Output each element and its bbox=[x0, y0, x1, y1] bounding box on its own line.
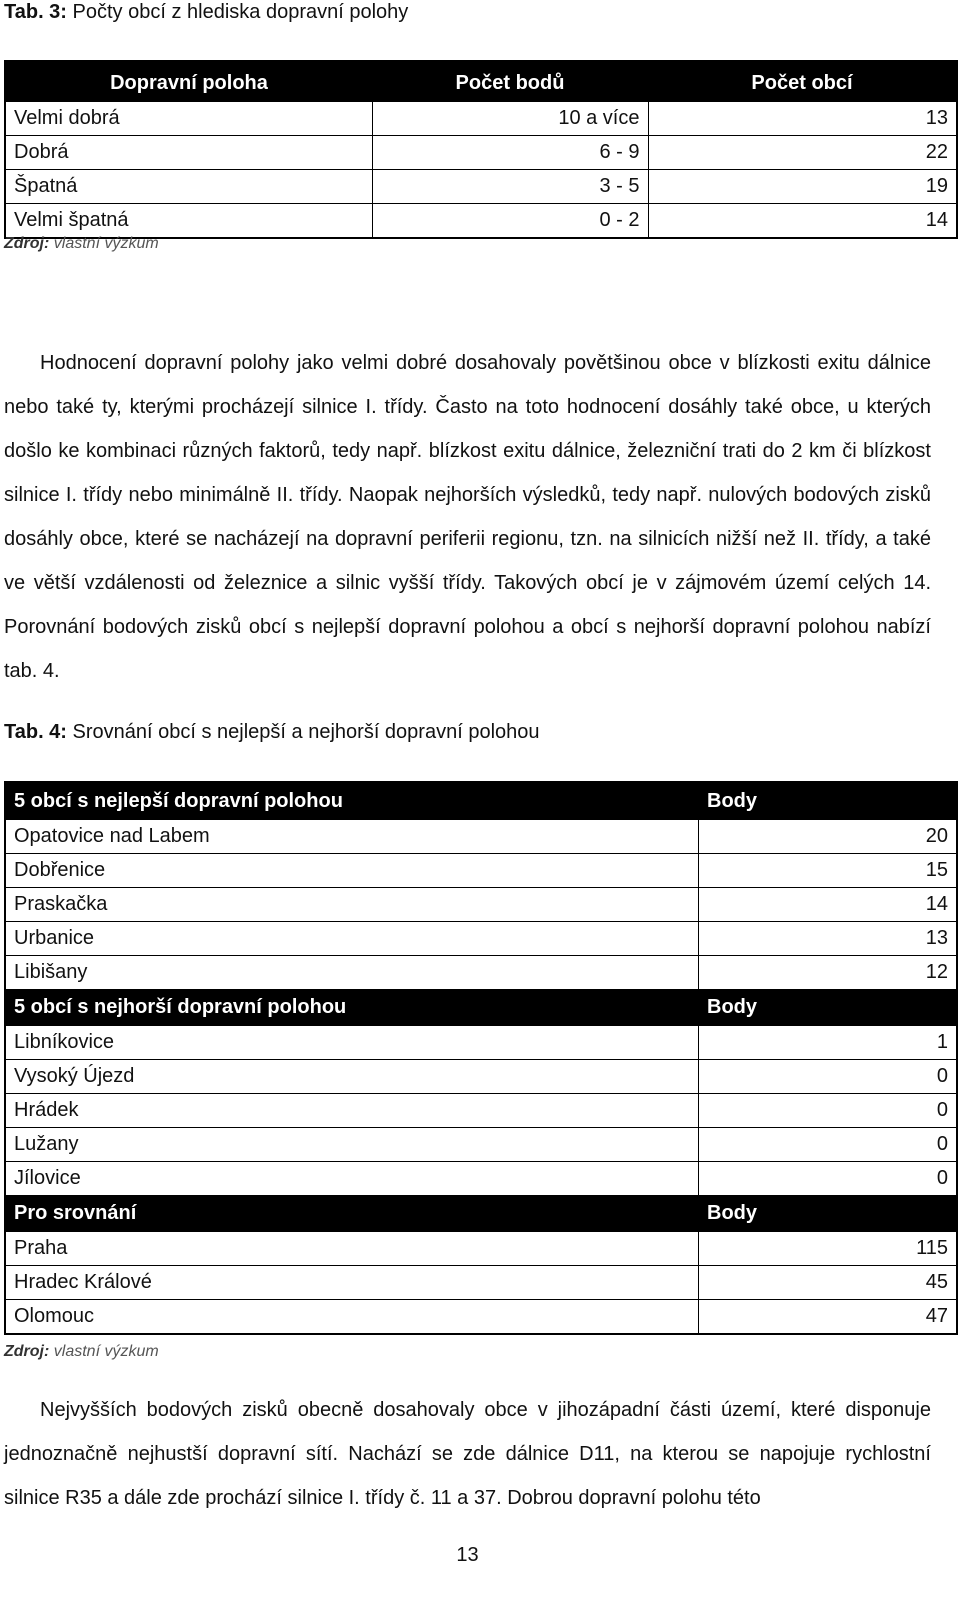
table-row bbox=[5, 1060, 957, 1094]
tab4-cell: 20 bbox=[699, 820, 958, 854]
tab3-cell: Dobrá bbox=[5, 136, 372, 170]
tab4-cell: Olomouc bbox=[5, 1300, 699, 1335]
tab3-caption-label: Tab. 3: bbox=[4, 1, 67, 23]
tab4-group-value-header: Body bbox=[699, 782, 958, 820]
tab3-caption-text: Počty obcí z hlediska dopravní polohy bbox=[66, 1, 409, 23]
tab4-cell: Hrádek bbox=[5, 1094, 699, 1128]
tab4-cell: Praskačka bbox=[5, 888, 699, 922]
paragraph-2 bbox=[4, 1388, 931, 1520]
tab3-header-poloha: Dopravní poloha bbox=[5, 61, 372, 102]
table-row bbox=[5, 1128, 957, 1162]
tab3-header-obce: Počet obcí bbox=[648, 61, 957, 102]
table-row bbox=[5, 1266, 957, 1300]
tab4-caption-text: Srovnání obcí s nejlepší a nejhorší dopravní polohou bbox=[66, 721, 540, 743]
tab3-source-label: Zdroj: bbox=[4, 235, 50, 252]
tab3-cell: 10 a více bbox=[372, 102, 648, 136]
table-row bbox=[5, 820, 957, 854]
tab4-cell: 1 bbox=[699, 1026, 958, 1060]
tab3-cell: 19 bbox=[648, 170, 957, 204]
paragraph-1-text: Hodnocení dopravní polohy jako velmi dobré dosahovaly povětšinou obce v blízkosti exitu dálnice nebo také ty, kterými procházejí silnice I. třídy. Často na toto hodnocení dosáhly také obce, u kterých došlo ke kombinaci různých faktorů, tedy např. blízkost exitu dálnice, železniční trati do 2 km či blízkost silnice I. třídy nebo minimálně II. třídy. Naopak nejhorších výsledků, tedy např. nulových bodových zisků dosáhly obce, které se nacházejí na dopravní periferii regionu, tzn. na silnicích nižší než II. třídy, a také ve větší vzdálenosti od železnice a silnic vyšší třídy. Takových obcí je v zájmovém území celých 14. Porovnání bodových zisků obcí s nejlepší dopravní polohou a obcí s nejhorší dopravní polohou nabízí tab. 4. bbox=[4, 352, 931, 682]
tab4-cell: 115 bbox=[699, 1232, 958, 1266]
tab4-cell: 0 bbox=[699, 1162, 958, 1196]
table-row bbox=[5, 1094, 957, 1128]
tab4-cell: 13 bbox=[699, 922, 958, 956]
tab3-cell: 0 - 2 bbox=[372, 204, 648, 239]
tab4-group-value-header: Body bbox=[699, 989, 958, 1026]
paragraph-2-text: Nejvyšších bodových zisků obecně dosahovaly obce v jihozápadní části území, které disponuje jednoznačně nejhustší dopravní sítí. Nachází se zde dálnice D11, na kterou se napojuje rychlostní silnice R35 a dále zde prochází silnice I. třídy č. 11 a 37. Dobrou dopravní polohu této bbox=[4, 1399, 931, 1509]
tab4-group-header bbox=[5, 989, 957, 1026]
tab4-cell: Libišany bbox=[5, 956, 699, 990]
tab4-cell: 15 bbox=[699, 854, 958, 888]
table-row bbox=[5, 1026, 957, 1060]
tab4-cell: Dobřenice bbox=[5, 854, 699, 888]
table-row bbox=[5, 1162, 957, 1196]
tab4-cell: 14 bbox=[699, 888, 958, 922]
table-row bbox=[5, 854, 957, 888]
table-row bbox=[5, 1300, 957, 1335]
tab4-cell: Praha bbox=[5, 1232, 699, 1266]
table-row bbox=[5, 170, 957, 204]
tab4-cell: Vysoký Újezd bbox=[5, 1060, 699, 1094]
tab4-group-header bbox=[5, 1195, 957, 1232]
tab4-group-value-header: Body bbox=[699, 1195, 958, 1232]
tab4-cell: 45 bbox=[699, 1266, 958, 1300]
tab4-cell: Lužany bbox=[5, 1128, 699, 1162]
tab3-cell: Špatná bbox=[5, 170, 372, 204]
tab3-table bbox=[4, 60, 958, 239]
tab3-header-body: Počet bodů bbox=[372, 61, 648, 102]
tab3-cell: 13 bbox=[648, 102, 957, 136]
tab4-source-text: vlastní výzkum bbox=[49, 1343, 159, 1360]
tab4-caption bbox=[4, 720, 540, 744]
tab3-cell: 3 - 5 bbox=[372, 170, 648, 204]
tab4-cell: Jílovice bbox=[5, 1162, 699, 1196]
table-row bbox=[5, 136, 957, 170]
tab4-cell: 47 bbox=[699, 1300, 958, 1335]
table-row bbox=[5, 956, 957, 990]
tab3-cell: Velmi dobrá bbox=[5, 102, 372, 136]
tab4-group-header bbox=[5, 782, 957, 820]
tab3-cell: 6 - 9 bbox=[372, 136, 648, 170]
tab3-header-row bbox=[5, 61, 957, 102]
tab4-source-label: Zdroj: bbox=[4, 1343, 50, 1360]
tab4-cell: Urbanice bbox=[5, 922, 699, 956]
paragraph-1 bbox=[4, 341, 931, 693]
tab4-table bbox=[4, 781, 958, 1335]
table-row bbox=[5, 922, 957, 956]
tab3-source bbox=[4, 235, 159, 253]
tab4-cell: 0 bbox=[699, 1128, 958, 1162]
tab4-caption-label: Tab. 4: bbox=[4, 721, 67, 743]
tab3-cell: Velmi špatná bbox=[5, 204, 372, 239]
tab4-group-title: 5 obcí s nejhorší dopravní polohou bbox=[5, 989, 699, 1026]
table-row bbox=[5, 102, 957, 136]
tab4-cell: 12 bbox=[699, 956, 958, 990]
tab4-cell: Opatovice nad Labem bbox=[5, 820, 699, 854]
tab3-caption bbox=[4, 0, 408, 24]
tab4-group-title: Pro srovnání bbox=[5, 1195, 699, 1232]
tab4-cell: Hradec Králové bbox=[5, 1266, 699, 1300]
table-row bbox=[5, 1232, 957, 1266]
tab3-cell: 22 bbox=[648, 136, 957, 170]
tab4-source bbox=[4, 1343, 159, 1361]
tab3-source-text: vlastní výzkum bbox=[49, 235, 159, 252]
tab4-cell: 0 bbox=[699, 1094, 958, 1128]
page-number: 13 bbox=[456, 1544, 479, 1566]
tab4-group-title: 5 obcí s nejlepší dopravní polohou bbox=[5, 782, 699, 820]
table-row bbox=[5, 204, 957, 239]
tab4-cell: 0 bbox=[699, 1060, 958, 1094]
tab3-cell: 14 bbox=[648, 204, 957, 239]
table-row bbox=[5, 888, 957, 922]
tab4-cell: Libníkovice bbox=[5, 1026, 699, 1060]
